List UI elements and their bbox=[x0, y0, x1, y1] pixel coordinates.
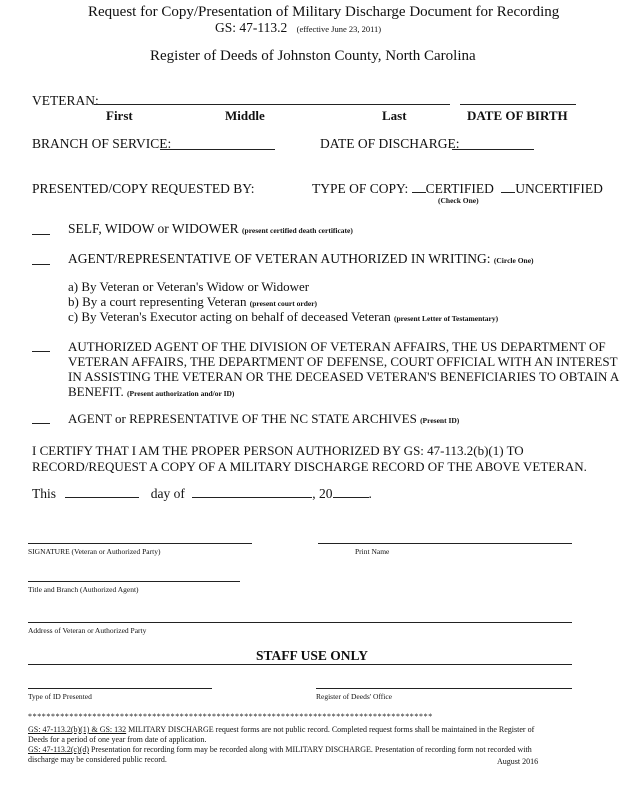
print-name-field[interactable] bbox=[318, 543, 572, 544]
effective-date: (effective June 23, 2011) bbox=[296, 24, 382, 34]
agent-option-text: AGENT/REPRESENTATIVE OF VETERAN AUTHORIZED IN WRITING: bbox=[68, 251, 491, 266]
month-field[interactable] bbox=[192, 496, 312, 498]
authorized-agent-checkbox[interactable] bbox=[32, 351, 50, 352]
archives-checkbox[interactable] bbox=[32, 423, 50, 424]
branch-field[interactable] bbox=[160, 149, 275, 150]
revision-date: August 2016 bbox=[497, 757, 539, 766]
presented-by-label: PRESENTED/COPY REQUESTED BY: bbox=[32, 181, 255, 196]
register-office-field[interactable] bbox=[316, 688, 572, 689]
branch-label: BRANCH OF SERVICE: bbox=[32, 136, 172, 151]
authorized-line-3: IN ASSISTING THE VETERAN OR THE DECEASED VETERAN'S BENEFICIARIES TO OBTAIN A bbox=[68, 369, 620, 384]
agent-option-note: (Circle One) bbox=[493, 256, 534, 265]
day-field[interactable] bbox=[65, 496, 139, 498]
date-year-prefix: , 20 bbox=[312, 486, 333, 501]
uncertified-checkbox[interactable] bbox=[501, 191, 515, 193]
last-name-caption: Last bbox=[382, 108, 407, 123]
discharge-date-field[interactable] bbox=[452, 149, 534, 150]
agent-sub-b-text: b) By a court representing Veteran bbox=[68, 294, 247, 309]
address-field[interactable] bbox=[28, 622, 572, 623]
print-name-caption: Print Name bbox=[355, 547, 390, 556]
certified-option: CERTIFIED bbox=[425, 181, 494, 196]
self-option bbox=[68, 221, 353, 237]
certify-line-1: I CERTIFY THAT I AM THE PROPER PERSON AUTHORIZED BY GS: 47-113.2(b)(1) TO bbox=[32, 443, 524, 458]
footer-note-2 bbox=[28, 745, 532, 754]
authorized-line-4 bbox=[68, 384, 234, 400]
signature-field[interactable] bbox=[28, 543, 252, 544]
date-of-birth-field[interactable] bbox=[460, 104, 576, 105]
self-checkbox[interactable] bbox=[32, 234, 50, 235]
veteran-label: VETERAN: bbox=[32, 93, 99, 108]
page-subtitle: Register of Deeds of Johnston County, North Carolina bbox=[150, 48, 476, 64]
archives-option-note: (Present ID) bbox=[420, 416, 460, 425]
signature-caption: SIGNATURE (Veteran or Authorized Party) bbox=[28, 547, 161, 556]
year-field[interactable] bbox=[333, 496, 369, 498]
middle-name-caption: Middle bbox=[225, 108, 265, 123]
self-option-note: (present certified death certificate) bbox=[242, 226, 353, 235]
staff-use-heading: STAFF USE ONLY bbox=[256, 648, 369, 663]
statute-number: GS: 47-113.2 bbox=[215, 20, 288, 35]
agent-sub-c-text: c) By Veteran's Executor acting on behalf of deceased Veteran bbox=[68, 309, 391, 324]
copy-type-text: TYPE OF COPY: bbox=[312, 181, 409, 196]
certify-line-2: RECORD/REQUEST A COPY OF A MILITARY DISCHARGE RECORD OF THE ABOVE VETERAN. bbox=[32, 459, 587, 474]
title-branch-caption: Title and Branch (Authorized Agent) bbox=[28, 585, 139, 594]
discharge-label: DATE OF DISCHARGE: bbox=[320, 136, 460, 151]
agent-option bbox=[68, 251, 534, 267]
footer-note-2-ref: GS: 47-113.2(c)(d) bbox=[28, 745, 90, 754]
title-branch-field[interactable] bbox=[28, 581, 240, 582]
agent-checkbox[interactable] bbox=[32, 264, 50, 265]
staff-divider bbox=[28, 664, 572, 665]
form-title: Request for Copy/Presentation of Military Discharge Document for Recording bbox=[88, 4, 560, 20]
authorized-line-2: VETERAN AFFAIRS, THE DEPARTMENT OF DEFENSE, COURT OFFICIAL WITH AN INTEREST bbox=[68, 354, 618, 369]
address-caption: Address of Veteran or Authorized Party bbox=[28, 626, 147, 635]
self-option-text: SELF, WIDOW or WIDOWER bbox=[68, 221, 239, 236]
date-line bbox=[32, 486, 372, 502]
agent-sub-b-note: (present court order) bbox=[249, 299, 318, 308]
archives-option-text: AGENT or REPRESENTATIVE OF THE NC STATE ARCHIVES bbox=[68, 411, 417, 426]
footer-note-1-text: MILITARY DISCHARGE request forms are not public record. Completed request forms shall be maintained in the Register of bbox=[126, 725, 535, 734]
dob-caption: DATE OF BIRTH bbox=[467, 108, 568, 123]
id-type-field[interactable] bbox=[28, 688, 212, 689]
archives-option bbox=[68, 411, 459, 427]
agent-sub-b bbox=[68, 294, 317, 310]
authorized-line-4-text: BENEFIT. bbox=[68, 384, 124, 399]
footer-note-2-cont: discharge may be considered public record. bbox=[28, 755, 167, 764]
veteran-name-field[interactable] bbox=[94, 104, 450, 105]
footer-note-1 bbox=[28, 725, 534, 734]
first-name-caption: First bbox=[106, 108, 133, 123]
agent-sub-a bbox=[68, 279, 309, 295]
date-day-of: day of bbox=[150, 486, 185, 501]
copy-type-label bbox=[312, 181, 603, 197]
uncertified-option: UNCERTIFIED bbox=[515, 181, 603, 196]
authorized-line-1: AUTHORIZED AGENT OF THE DIVISION OF VETERAN AFFAIRS, THE US DEPARTMENT OF bbox=[68, 339, 606, 354]
footer-note-2-text: Presentation for recording form may be recorded along with MILITARY DISCHARGE. Presentation of recording form not recorded with bbox=[89, 745, 532, 754]
agent-sub-a-text: a) By Veteran or Veteran's Widow or Widower bbox=[68, 279, 310, 294]
authorized-note: (Present authorization and/or ID) bbox=[126, 389, 235, 398]
id-type-caption: Type of ID Presented bbox=[28, 692, 92, 701]
register-office-caption: Register of Deeds' Office bbox=[316, 692, 392, 701]
check-one-note: (Check One) bbox=[438, 196, 479, 205]
footer-note-1-ref: GS: 47-113.2(b)(1) & GS: 132 bbox=[28, 725, 127, 734]
statute-ref bbox=[215, 20, 381, 36]
agent-sub-c-note: (present Letter of Testamentary) bbox=[394, 314, 499, 323]
star-divider: **************************************************************************************** bbox=[28, 712, 433, 721]
agent-sub-c bbox=[68, 309, 498, 325]
footer-note-1-cont: Deeds for a period of one year from date of application. bbox=[28, 735, 207, 744]
date-period: . bbox=[368, 486, 372, 501]
certified-checkbox[interactable] bbox=[412, 191, 426, 193]
date-this: This bbox=[32, 486, 57, 501]
